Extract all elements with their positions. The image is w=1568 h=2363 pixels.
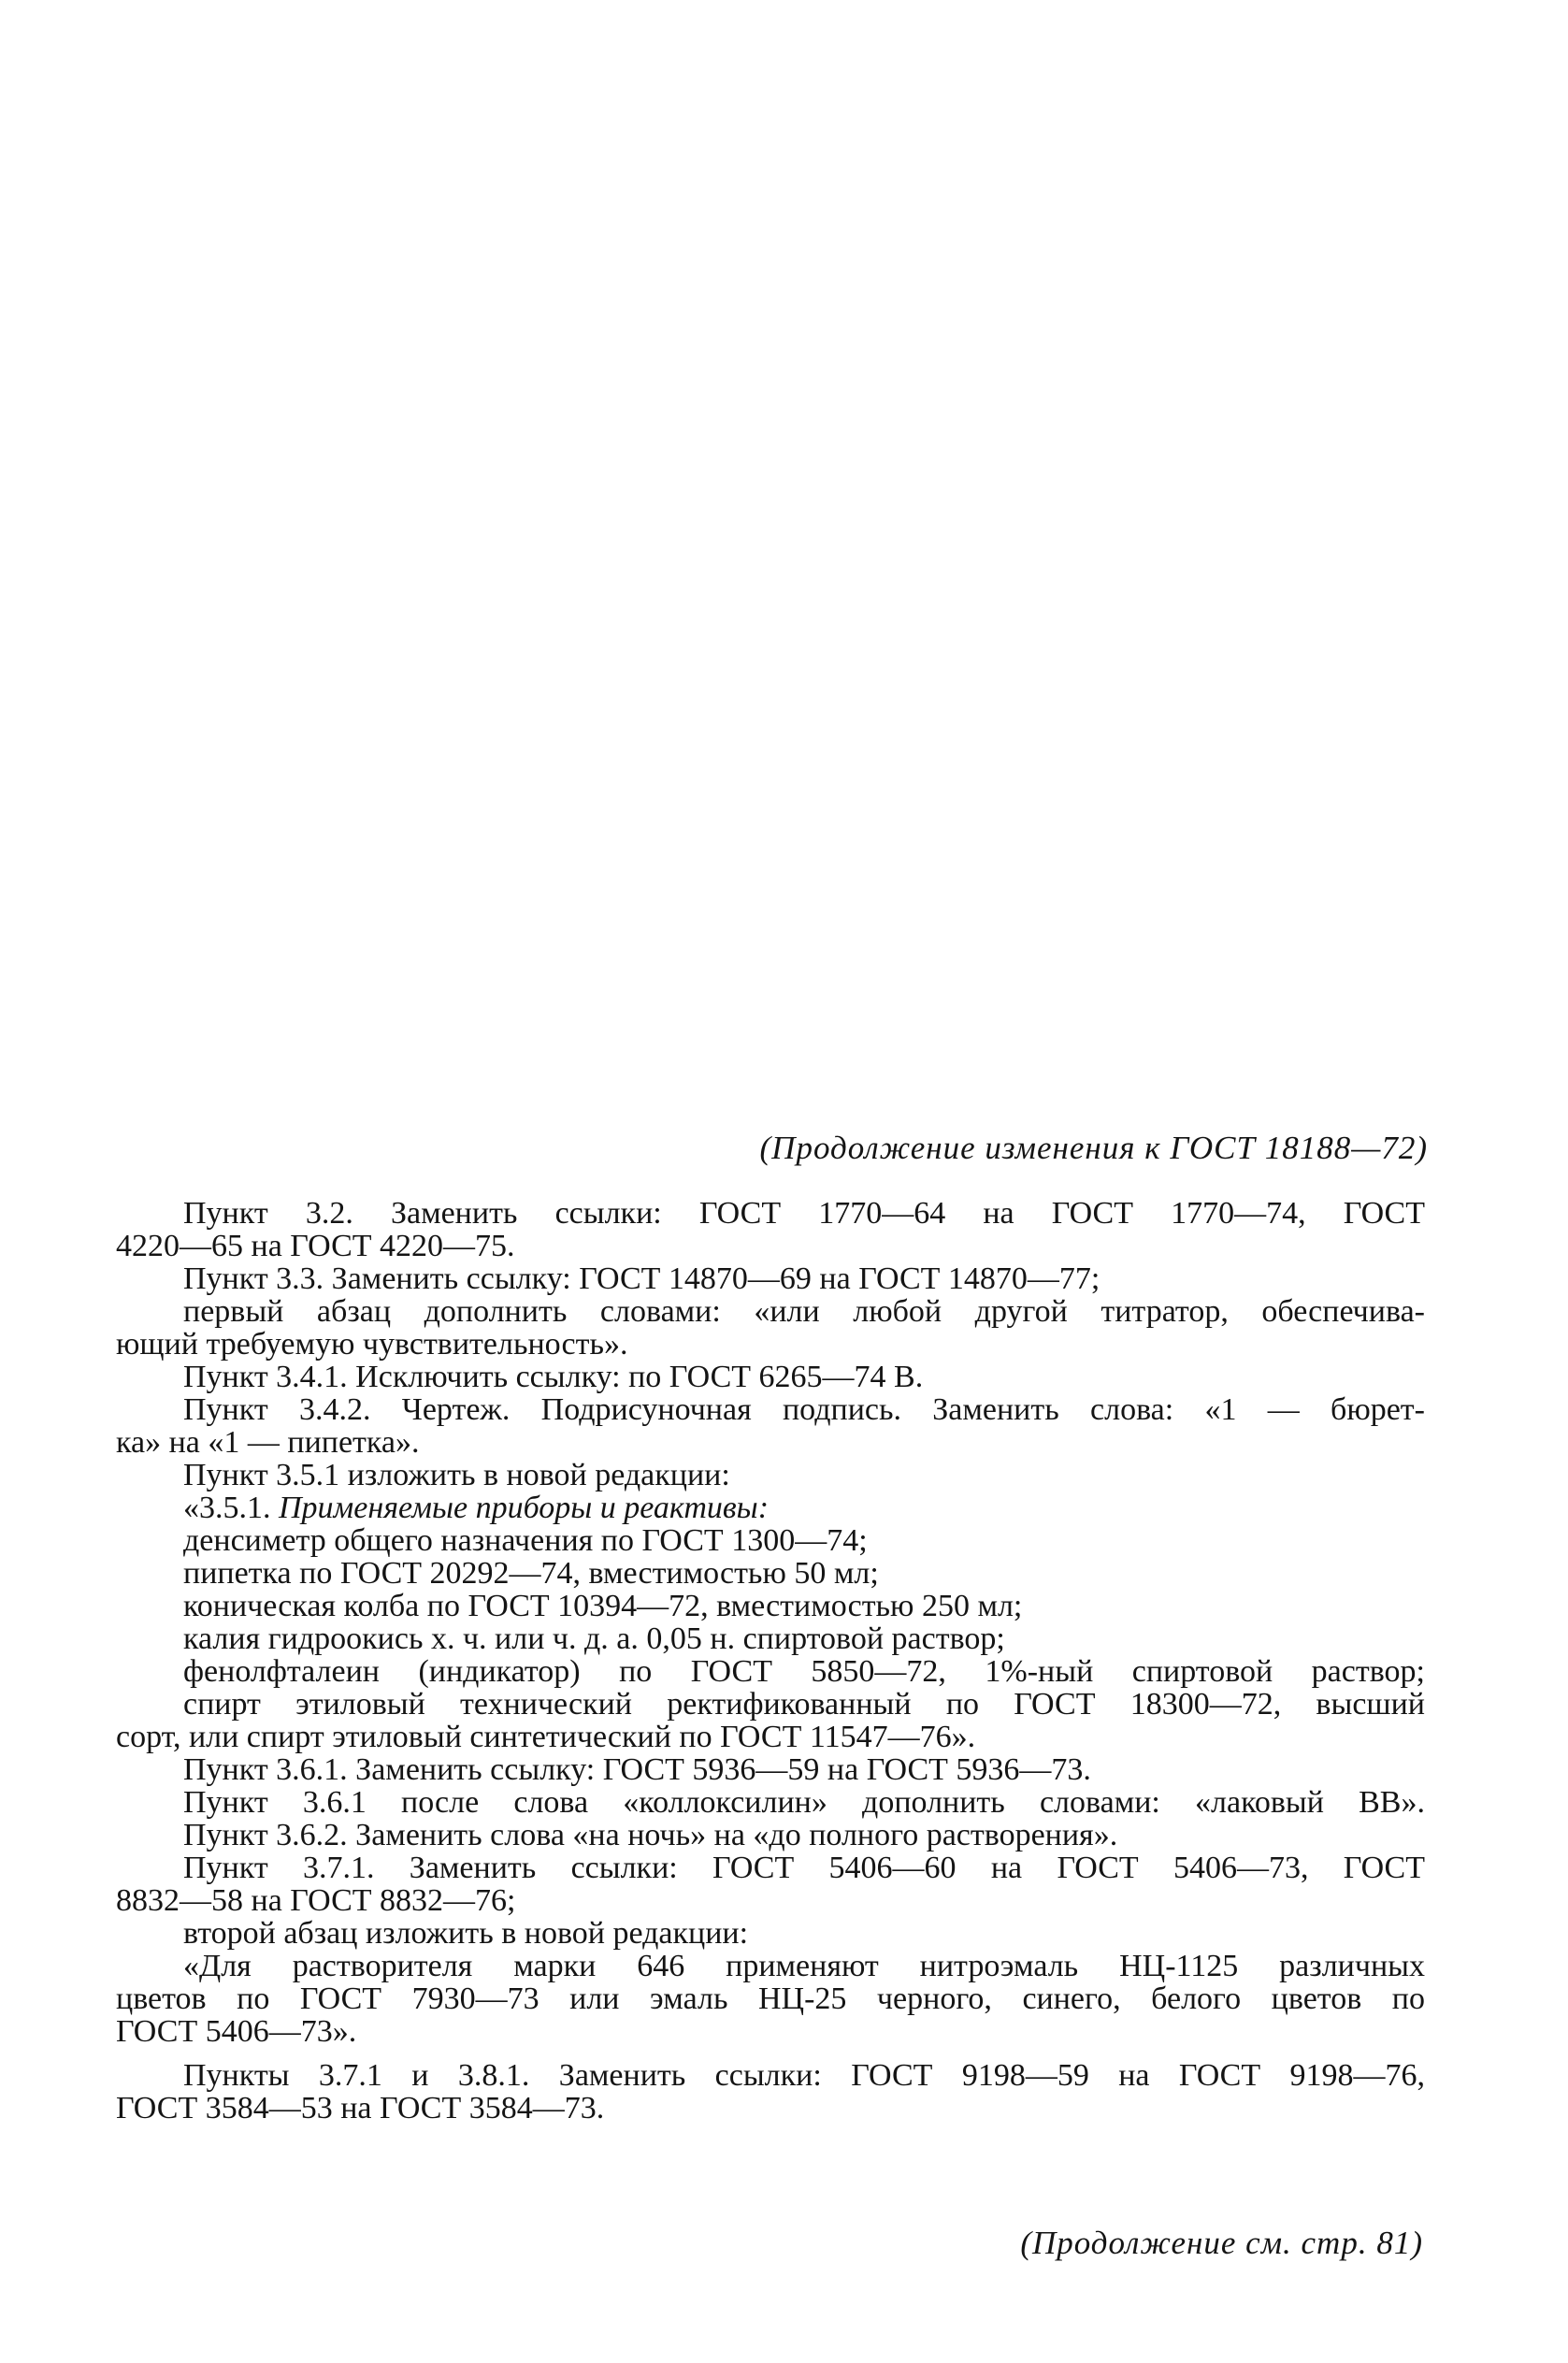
text-line: Пункты 3.7.1 и 3.8.1. Заменить ссылки: ГОСТ 9198—59 на ГОСТ 9198—76, [183, 2058, 1425, 2093]
text-line: Пункт 3.7.1. Заменить ссылки: ГОСТ 5406—60 на ГОСТ 5406—73, ГОСТ [183, 1851, 1425, 1885]
text-line: ГОСТ 5406—73». [116, 2014, 357, 2049]
text-line: второй абзац изложить в новой редакции: [183, 1916, 749, 1951]
amendment-body [116, 1197, 1425, 2125]
continuation-footer: (Продолжение см. стр. 81) [1020, 2225, 1423, 2261]
text-line: Пункт 3.2. Заменить ссылки: ГОСТ 1770—64 на ГОСТ 1770—74, ГОСТ [183, 1196, 1425, 1231]
text-line: Пункт 3.6.2. Заменить слова «на ночь» на «до полного растворения». [183, 1818, 1118, 1852]
heading-number: «3.5.1. [183, 1491, 279, 1525]
text-line: ГОСТ 3584—53 на ГОСТ 3584—73. [116, 2091, 605, 2125]
text-line: 8832—58 на ГОСТ 8832—76; [116, 1883, 516, 1918]
text-line: ка» на «1 — пипетка». [116, 1425, 420, 1460]
text-line: «Для растворителя марки 646 применяют нитроэмаль НЦ-1125 различных [183, 1949, 1425, 1983]
text-line: Пункт 3.4.2. Чертеж. Подрисуночная подпись. Заменить слова: «1 — бюрет- [183, 1392, 1425, 1427]
text-line: первый абзац дополнить словами: «или любой другой титратор, обеспечива- [183, 1294, 1425, 1329]
text-line: ющий требуемую чувствительность». [116, 1327, 628, 1362]
text-line: спирт этиловый технический ректификованный по ГОСТ 18300—72, высший [183, 1687, 1425, 1722]
text-line: цветов по ГОСТ 7930—73 или эмаль НЦ-25 черного, синего, белого цветов по [116, 1981, 1425, 2016]
text-line: Пункт 3.6.1 после слова «коллоксилин» дополнить словами: «лаковый ВВ». [183, 1785, 1425, 1820]
text-line: денсиметр общего назначения по ГОСТ 1300—74; [183, 1523, 868, 1558]
text-line: Пункт 3.5.1 изложить в новой редакции: [183, 1458, 730, 1492]
text-line: Пункт 3.3. Заменить ссылку: ГОСТ 14870—69 на ГОСТ 14870—77; [183, 1261, 1100, 1296]
heading-italic: Применяемые приборы и реактивы: [279, 1491, 770, 1525]
text-line: Пункт 3.4.1. Исключить ссылку: по ГОСТ 6265—74 В. [183, 1360, 924, 1394]
continuation-header: (Продолжение изменения к ГОСТ 18188—72) [759, 1130, 1428, 1166]
text-line: Пункт 3.6.1. Заменить ссылку: ГОСТ 5936—59 на ГОСТ 5936—73. [183, 1752, 1091, 1787]
text-line: коническая колба по ГОСТ 10394—72, вместимостью 250 мл; [183, 1589, 1023, 1623]
text-line: 4220—65 на ГОСТ 4220—75. [116, 1229, 515, 1263]
text-line: калия гидроокись х. ч. или ч. д. а. 0,05 н. спиртовой раствор; [183, 1621, 1005, 1656]
text-line-heading [116, 1491, 1425, 1524]
text-line: фенолфталеин (индикатор) по ГОСТ 5850—72, 1%-ный спиртовой раствор; [183, 1654, 1425, 1689]
text-line: пипетка по ГОСТ 20292—74, вместимостью 50 мл; [183, 1556, 879, 1591]
text-line: сорт, или спирт этиловый синтетический по ГОСТ 11547—76». [116, 1720, 976, 1754]
